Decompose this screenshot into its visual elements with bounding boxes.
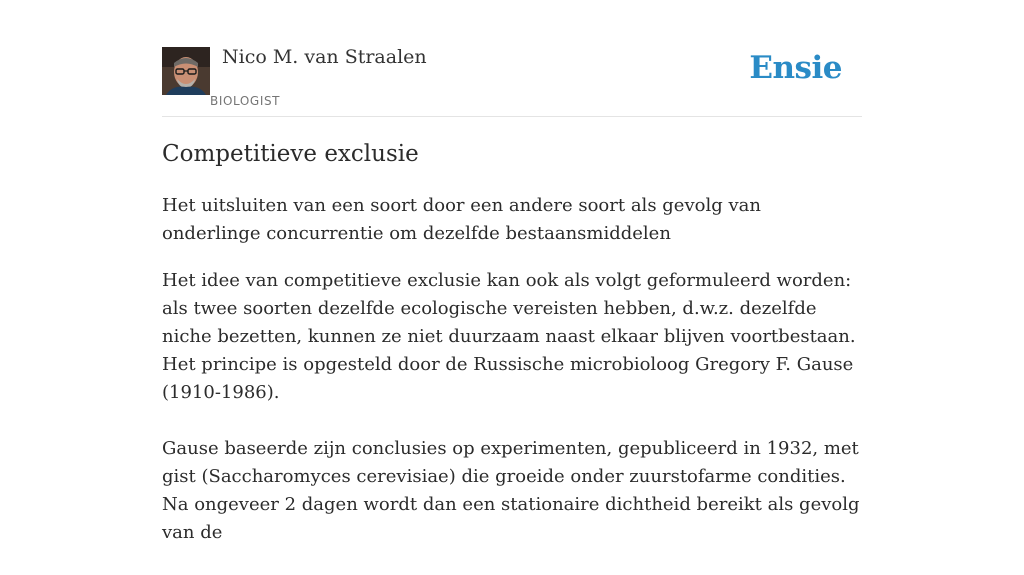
article-page <box>162 0 862 543</box>
author-header <box>162 0 862 117</box>
entry-title: Competitieve exclusie <box>162 141 419 167</box>
author-name[interactable]: Nico M. van Straalen <box>222 46 427 68</box>
entry-definition: Het uitsluiten van een soort door een andere soort als gevolg van onderlinge concurrentie om dezelfde bestaansmiddelen <box>162 195 761 244</box>
body-paragraph: Gause baseerde zijn conclusies op experimenten, gepubliceerd in 1932, met gist (Saccharomyces cerevisiae) die groeide onder zuurstofarme condities. Na ongeveer 2 dagen wordt dan een stationaire dichtheid bereikt als gevolg van de <box>162 438 860 543</box>
entry-body <box>162 267 862 575</box>
author-role: BIOLOGIST <box>210 94 281 108</box>
body-paragraph: Het idee van competitieve exclusie kan ook als volgt geformuleerd worden: als twee soorten dezelfde ecologische vereisten hebben, d.w.z. dezelfde niche bezetten, kunnen ze niet duurzaam naast elkaar blijven voortbestaan. Het principe is opgesteld door de Russische microbioloog Gregory F. Gause (1910-1986). <box>162 270 856 403</box>
ensie-logo[interactable]: Ensie <box>749 50 842 86</box>
author-avatar[interactable] <box>162 47 210 95</box>
author-photo <box>162 47 210 95</box>
